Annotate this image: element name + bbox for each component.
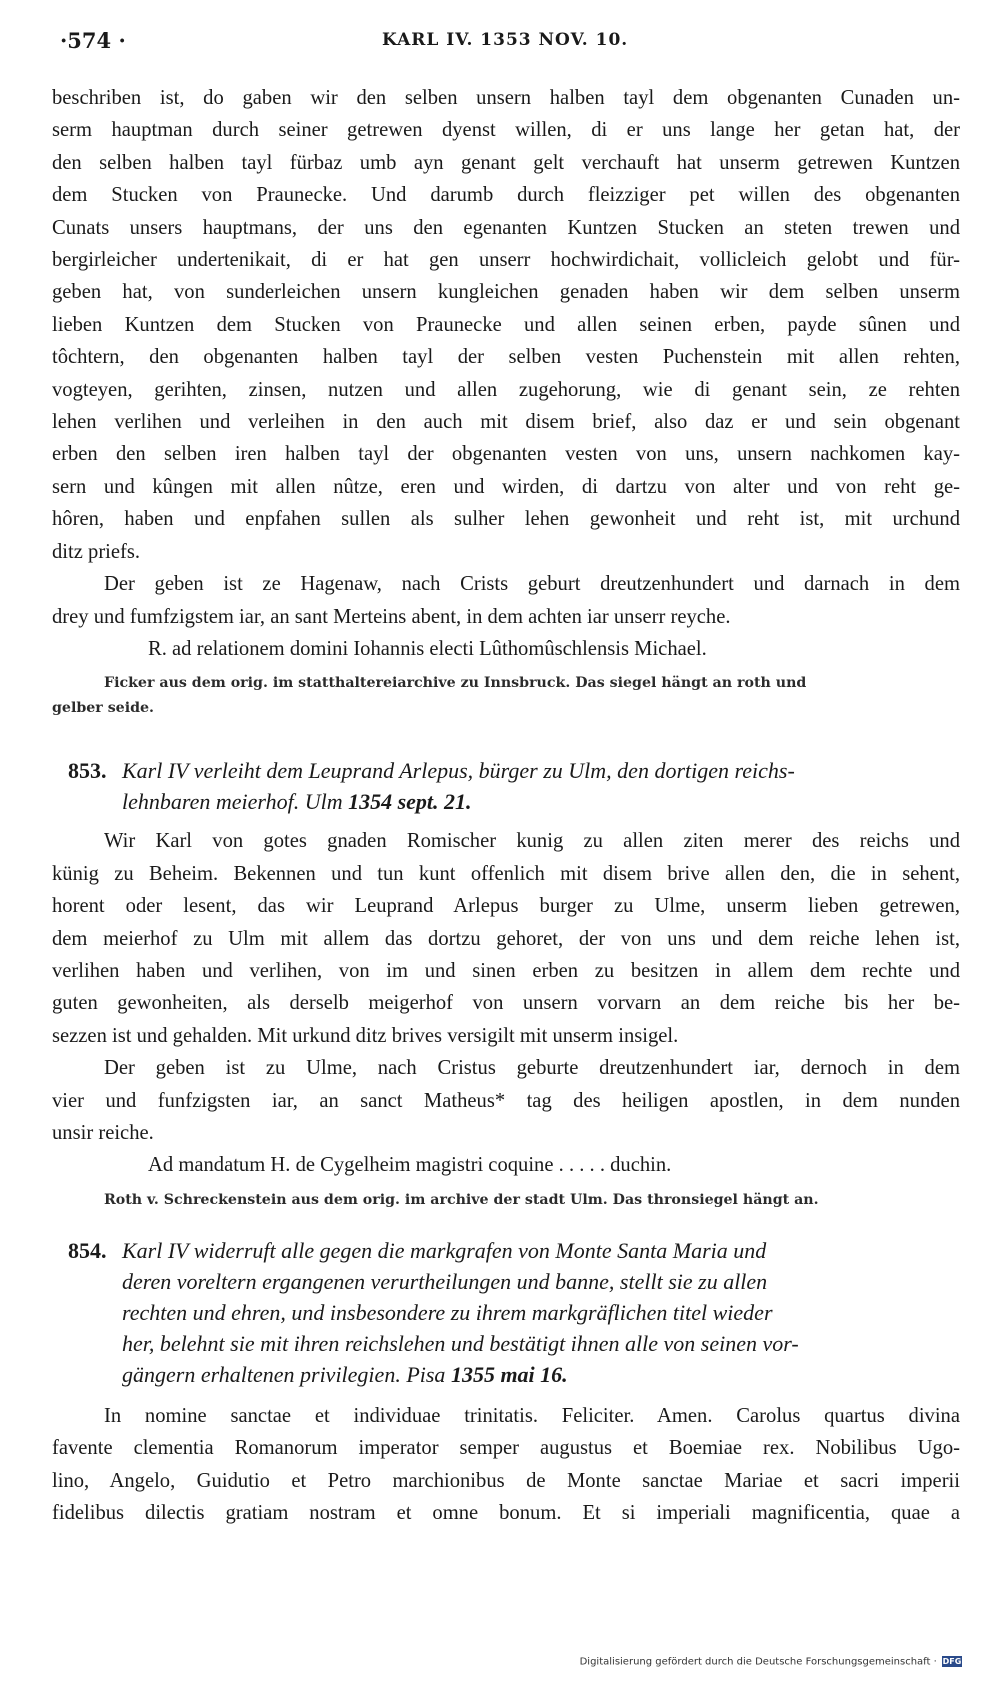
headline-line: Karl IV verleiht dem Leuprand Arlepus, bürger zu Ulm, den dortigen reichs- <box>122 758 795 784</box>
headline-line: rechten und ehren, und insbesondere zu ihrem markgräflichen titel wieder <box>122 1299 773 1325</box>
text-line: bergirleicher undertenikait, di er hat gen unserr hochwirdichait, vollicleich gelobt und für- <box>52 249 960 272</box>
headline-line: Karl IV widerruft alle gegen die markgrafen von Monte Santa Maria und <box>122 1237 767 1263</box>
page-header <box>52 28 960 62</box>
document-page <box>52 22 960 1622</box>
entry-number: 854. <box>68 1237 107 1263</box>
headline-line-with-date <box>122 786 960 817</box>
text-line: verlihen haben und verlihen, von im und sinen erben zu besitzen in allem dem rechte und <box>52 959 960 982</box>
text-line: ditz priefs. <box>52 540 141 563</box>
running-title: KARL IV. 1353 NOV. 10. <box>382 30 629 50</box>
headline-line: lehnbaren meierhof. Ulm <box>122 789 343 815</box>
headline-line: deren voreltern ergangenen verurtheilungen und banne, stellt sie zu allen <box>122 1268 768 1294</box>
text-line: den selben halben tayl fürbaz umb ayn genant gelt verchauft hat unserm getrewen Kuntzen <box>52 151 960 174</box>
source-note <box>52 671 960 721</box>
source-note <box>52 1188 960 1213</box>
text-line: erben den selben iren halben tayl der obgenanten vesten von uns, unsern nachkomen kay- <box>52 443 960 466</box>
text-line: In nomine sanctae et individuae trinitatis. Feliciter. Amen. Carolus quartus divina <box>104 1404 960 1427</box>
headline-line: her, belehnt sie mit ihren reichslehen und bestätigt ihnen alle von seinen vor- <box>122 1330 799 1356</box>
headline-line-with-date <box>122 1359 960 1390</box>
document-852-text <box>52 82 960 721</box>
dfg-logo-icon: DFG <box>942 1656 962 1666</box>
document-853 <box>52 755 960 1212</box>
text-line: guten gewonheiten, als derselb meigerhof von unsern vorvarn an dem reiche bis her be- <box>52 992 960 1015</box>
note-line: Ficker aus dem orig. im statthaltereiarchive zu Innsbruck. Das siegel hängt an roth und <box>104 675 807 692</box>
credit-text: Digitalisierung gefördert durch die Deutsche Forschungsgemeinschaft · <box>579 1656 937 1667</box>
entry-number: 853. <box>68 758 107 784</box>
text-line: fidelibus dilectis gratiam nostram et omne bonum. Et si imperiali magnificentia, quae a <box>52 1502 960 1524</box>
digitization-credit <box>580 1656 962 1668</box>
headline-line: gängern erhaltenen privilegien. Pisa <box>122 1361 446 1387</box>
text-line: hôren, haben und enpfahen sullen als sulher lehen gewonheit und reht ist, mit urchund <box>52 508 960 531</box>
text-line: geben hat, von sunderleichen unsern kungleichen genaden haben wir dem selben unserm <box>52 281 960 304</box>
entry-headline <box>52 1235 960 1390</box>
dating-line: unsir reiche. <box>52 1121 154 1144</box>
text-line: tôchtern, den obgenanten halben tayl der selben vesten Puchenstein mit allen rehten, <box>52 346 960 369</box>
page-body <box>52 82 960 1529</box>
text-line: dem meierhof zu Ulm mit allem das dortzu gehoret, der von uns und dem reiche lehen ist, <box>52 927 960 950</box>
text-line: lieben Kuntzen dem Stucken von Praunecke und allen seinen erben, payde sûnen und <box>52 313 960 336</box>
text-line: dem Stucken von Praunecke. Und darumb durch fleizziger pet willen des obgenanten <box>52 184 960 207</box>
entry-date: 1355 mai 16. <box>450 1361 568 1387</box>
text-line: sezzen ist und gehalden. Mit urkund ditz brives versigilt mit unserm insigel. <box>52 1024 679 1047</box>
dating-line: Der geben ist zu Ulme, nach Cristus geburte dreutzenhundert iar, dernoch in dem <box>104 1057 960 1080</box>
entry-headline <box>52 755 960 817</box>
note-line: Roth v. Schreckenstein aus dem orig. im archive der stadt Ulm. Das thronsiegel hängt an. <box>104 1191 819 1208</box>
text-line: Wir Karl von gotes gnaden Romischer kunig zu allen ziten merer des reichs und <box>104 830 960 853</box>
text-line: lino, Angelo, Guidutio et Petro marchionibus de Monte sanctae Mariae et sacri imperii <box>52 1469 960 1492</box>
document-854 <box>52 1235 960 1530</box>
document-853-text <box>52 825 960 1212</box>
signature-line: R. ad relationem domini Iohannis electi Lûthomûschlensis Michael. <box>148 637 707 660</box>
entry-date: 1354 sept. 21. <box>348 789 472 815</box>
document-854-text <box>52 1400 960 1530</box>
note-line: gelber seide. <box>52 700 154 717</box>
text-line: künig zu Beheim. Bekennen und tun kunt offenlich mit disem brive allen den, die in sehent, <box>52 862 960 885</box>
dating-line: Der geben ist ze Hagenaw, nach Crists geburt dreutzenhundert und darnach in dem <box>104 573 960 596</box>
text-line: favente clementia Romanorum imperator semper augustus et Boemiae rex. Nobilibus Ugo- <box>52 1437 960 1460</box>
text-line: serm hauptman durch seiner getrewen dyenst willen, di er uns lange her getan hat, der <box>52 119 960 142</box>
text-line: Cunats unsers hauptmans, der uns den egenanten Kuntzen Stucken an steten trewen und <box>52 216 960 239</box>
dating-line: drey und fumfzigstem iar, an sant Merteins abent, in dem achten iar unserr reyche. <box>52 605 731 628</box>
text-line: horent oder lesent, das wir Leuprand Arlepus burger zu Ulme, unserm lieben getrewen, <box>52 895 960 918</box>
text-line: sern und kûngen mit allen nûtze, eren und wirden, di dartzu von alter und von reht ge- <box>52 475 960 498</box>
text-line: beschriben ist, do gaben wir den selben unsern halben tayl dem obgenanten Cunaden un- <box>52 87 960 109</box>
dating-line: vier und funfzigsten iar, an sanct Matheus* tag des heiligen apostlen, in dem nunden <box>52 1089 960 1112</box>
signature-line: Ad mandatum H. de Cygelheim magistri coquine . . . . . duchin. <box>148 1154 672 1177</box>
text-line: vogteyen, gerihten, zinsen, nutzen und allen zugehorung, wie di genant sein, ze rehten <box>52 378 960 401</box>
page-number: ·574 · <box>60 28 126 53</box>
text-line: lehen verlihen und verleihen in den auch mit disem brief, also daz er und sein obgenant <box>52 411 960 434</box>
